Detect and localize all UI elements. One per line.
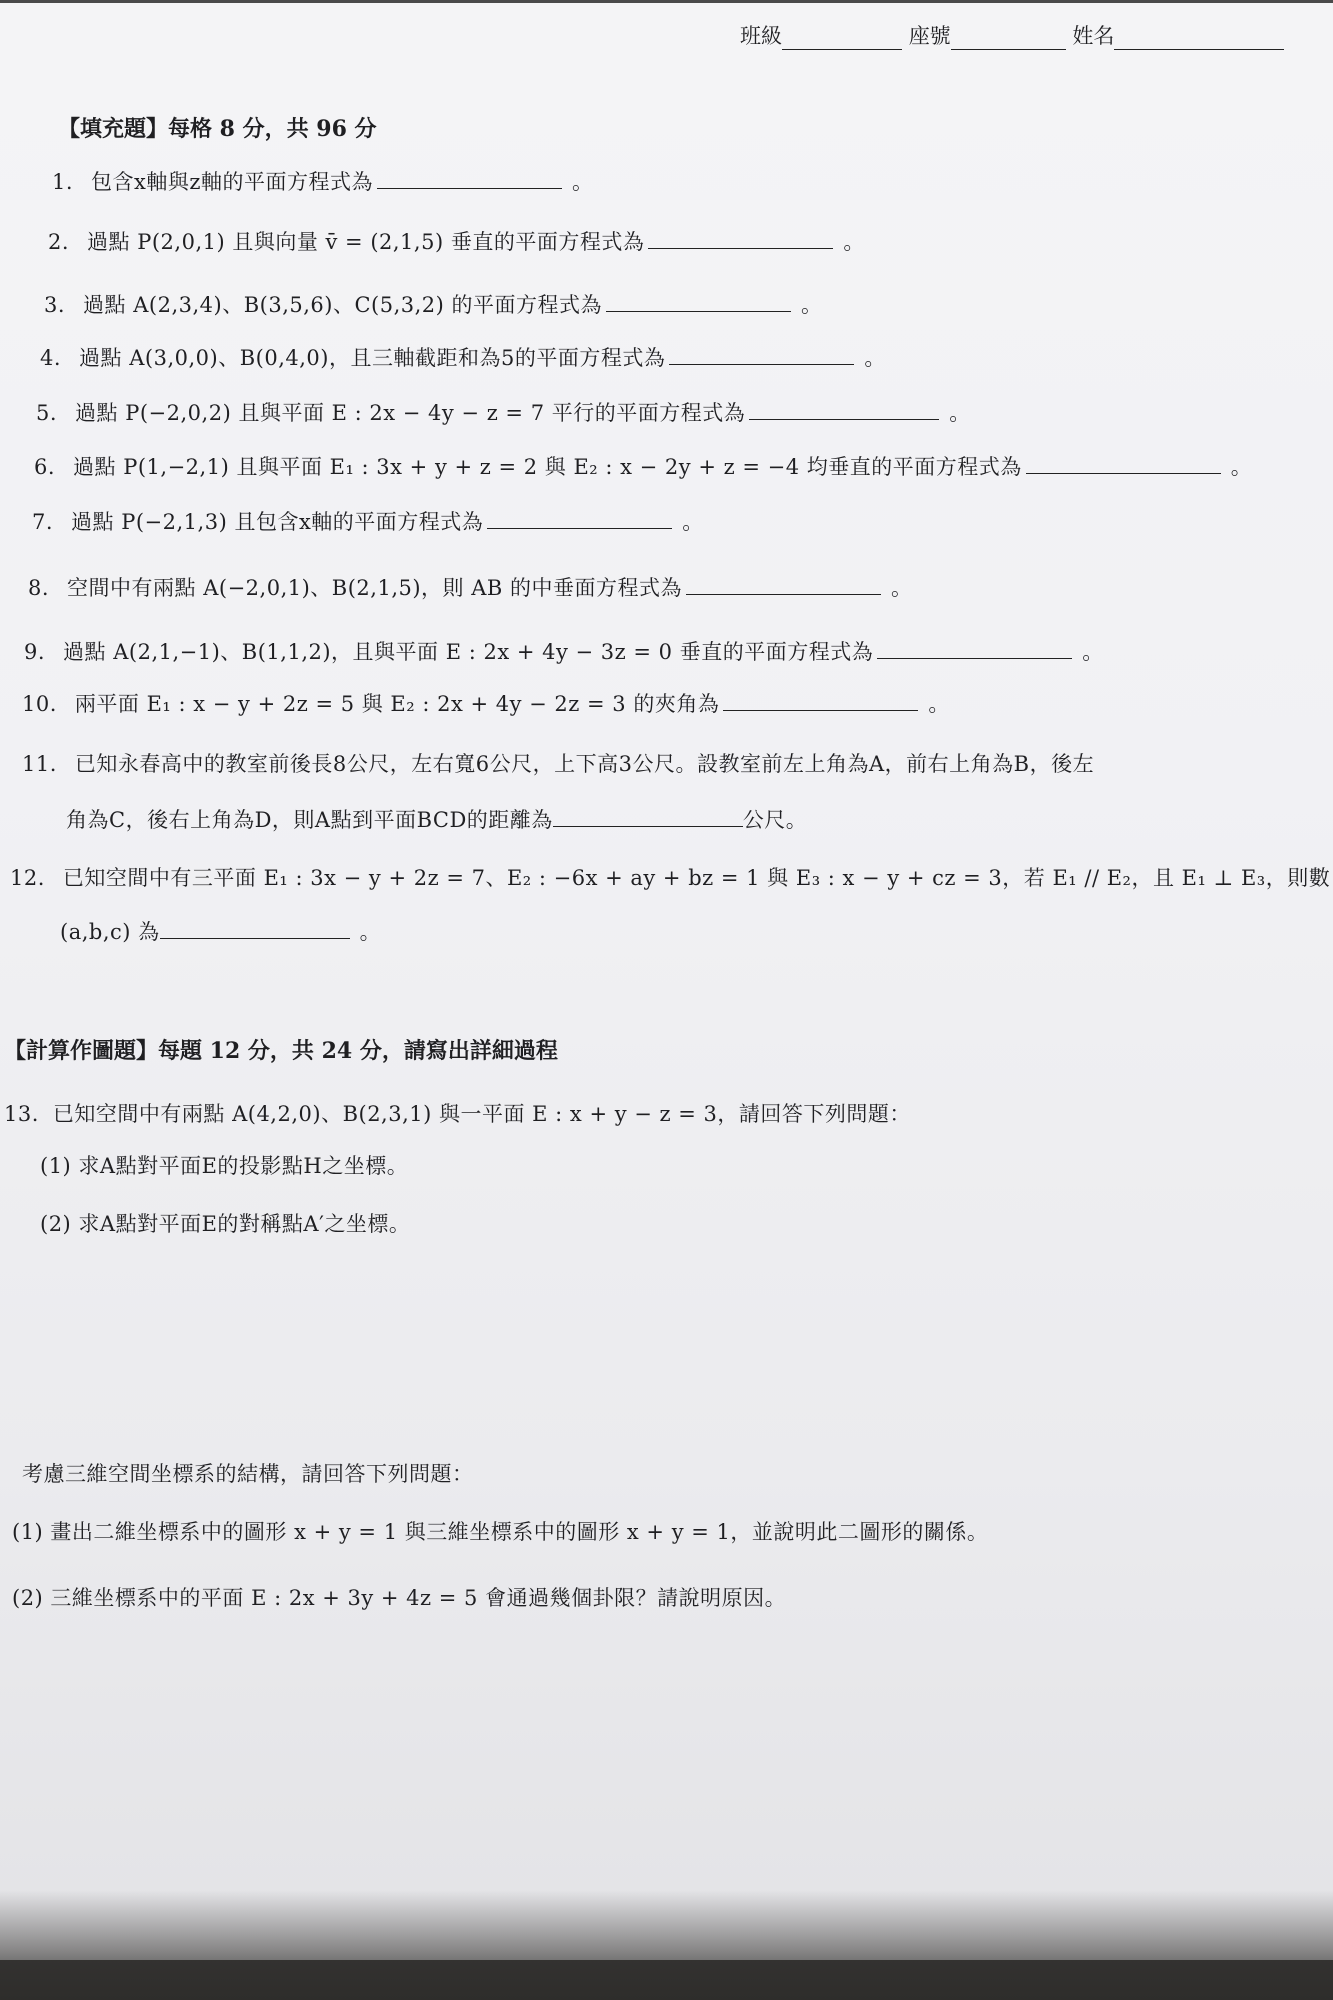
question-number: 7. <box>32 510 54 534</box>
question-suffix: 。 <box>928 692 950 716</box>
question-number: 6. <box>34 455 56 479</box>
question-text: 過點 A(2,3,4)、B(3,5,6)、C(5,3,2) 的平面方程式為 <box>83 293 603 317</box>
question-text: 過點 P(−2,1,3) 且包含x軸的平面方程式為 <box>71 510 484 534</box>
fill-question-7 <box>32 506 704 536</box>
fill-question-9 <box>24 636 1104 666</box>
question-text: 空間中有兩點 A(−2,0,1)、B(2,1,5)，則 AB 的中垂面方程式為 <box>67 576 682 600</box>
question-suffix: 。 <box>571 170 594 194</box>
question-suffix: 。 <box>1230 455 1253 479</box>
class-label: 班級 <box>740 24 782 48</box>
question-text: 過點 A(2,1,−1)、B(1,1,2)，且與平面 E : 2x + 4y − 3z = 0 垂直的平面方程式為 <box>63 640 874 664</box>
answer-blank <box>553 810 743 827</box>
student-info-header <box>740 20 1284 50</box>
question-suffix: 公尺。 <box>742 808 808 832</box>
question-text: 已知永春高中的教室前後長8公尺，左右寬6公尺，上下高3公尺。設教室前左上角為A，前右上角為B，後左 <box>74 752 1095 776</box>
answer-blank <box>723 694 918 711</box>
question-text: 已知空間中有三平面 E₁ : 3x − y + 2z = 7、E₂ : −6x + ay + bz = 1 與 E₃ : x − y + cz = 3，若 E₁ // E₂，且 E₁ ⊥ E₃，則數 <box>62 866 1331 890</box>
question-number: 1. <box>52 170 74 194</box>
question-suffix: 。 <box>801 293 823 317</box>
question-text: 過點 P(2,0,1) 且與向量 v̄ = (2,1,5) 垂直的平面方程式為 <box>87 230 645 254</box>
answer-blank <box>487 512 672 529</box>
question-number: 3. <box>44 293 66 317</box>
question-text: 過點 A(3,0,0)、B(0,4,0)，且三軸截距和為5的平面方程式為 <box>79 346 666 370</box>
question-suffix: 。 <box>359 920 382 944</box>
fill-question-10 <box>22 688 950 718</box>
fill-question-6 <box>34 451 1252 481</box>
question-text: 已知空間中有兩點 A(4,2,0)、B(2,3,1) 與一平面 E : x + y − z = 3，請回答下列問題： <box>52 1102 911 1126</box>
question-14-part2: (2) 三維坐標系中的平面 E : 2x + 3y + 4z = 5 會通過幾個卦限？請說明原因。 <box>12 1586 787 1610</box>
question-13-part2: (2) 求A點對平面E的對稱點A′之坐標。 <box>40 1212 411 1236</box>
answer-blank <box>648 232 833 249</box>
fill-question-8 <box>28 572 913 602</box>
name-blank <box>1114 27 1284 50</box>
question-text: 角為C，後右上角為D，則A點到平面BCD的距離為 <box>66 808 553 832</box>
question-suffix: 。 <box>1082 640 1104 664</box>
seat-label: 座號 <box>908 24 951 48</box>
fill-question-1 <box>52 166 593 196</box>
fill-question-3 <box>44 289 823 319</box>
answer-blank <box>160 922 350 939</box>
fill-question-2 <box>48 226 865 256</box>
question-number: 13. <box>4 1102 39 1126</box>
question-text: 過點 P(−2,0,2) 且與平面 E : 2x − 4y − z = 7 平行的平面方程式為 <box>75 401 746 425</box>
answer-blank <box>669 348 854 365</box>
question-suffix: 。 <box>864 346 886 370</box>
desk-shadow <box>0 1890 1333 2000</box>
question-number: 10. <box>22 692 57 716</box>
paper-top-edge <box>0 0 1333 3</box>
answer-blank <box>1026 457 1221 474</box>
question-number: 2. <box>48 230 70 254</box>
question-suffix: 。 <box>843 230 865 254</box>
question-text: 包含x軸與z軸的平面方程式為 <box>91 170 373 194</box>
name-label: 姓名 <box>1072 24 1115 48</box>
answer-blank <box>606 295 791 312</box>
question-suffix: 。 <box>891 576 913 600</box>
question-12-line2 <box>60 916 381 946</box>
question-text: 兩平面 E₁ : x − y + 2z = 5 與 E₂ : 2x + 4y − 2z = 3 的夾角為 <box>74 692 720 716</box>
answer-blank <box>686 578 881 595</box>
seat-blank <box>951 27 1066 50</box>
fill-question-4 <box>40 342 886 372</box>
question-number: 12. <box>10 866 45 890</box>
answer-blank <box>877 642 1072 659</box>
question-suffix: 。 <box>949 401 971 425</box>
question-number: 5. <box>36 401 58 425</box>
fill-section-title: 【填充題】每格 8 分，共 96 分 <box>58 116 377 142</box>
question-11-line2 <box>66 804 807 834</box>
question-12-line1 <box>10 862 1330 892</box>
question-11-line1 <box>22 748 1094 778</box>
answer-blank <box>749 403 939 420</box>
question-number: 4. <box>40 346 62 370</box>
question-number: 11. <box>22 752 57 776</box>
question-14-stem: 考慮三維空間坐標系的結構，請回答下列問題： <box>22 1462 474 1486</box>
question-13-stem <box>4 1098 911 1128</box>
calc-section-title: 【計算作圖題】每題 12 分，共 24 分，請寫出詳細過程 <box>4 1038 558 1064</box>
question-suffix: 。 <box>682 510 704 534</box>
answer-blank <box>377 172 562 189</box>
fill-question-5 <box>36 397 971 427</box>
class-blank <box>782 27 902 50</box>
question-number: 9. <box>24 640 46 664</box>
question-13-part1: (1) 求A點對平面E的投影點H之坐標。 <box>40 1154 409 1178</box>
question-text: (a,b,c) 為 <box>60 920 160 944</box>
question-number: 8. <box>28 576 50 600</box>
question-14-part1: (1) 畫出二維坐標系中的圖形 x + y = 1 與三維坐標系中的圖形 x + y = 1，並說明此二圖形的關係。 <box>12 1520 989 1544</box>
question-text: 過點 P(1,−2,1) 且與平面 E₁ : 3x + y + z = 2 與 E₂ : x − 2y + z = −4 均垂直的平面方程式為 <box>73 455 1022 479</box>
